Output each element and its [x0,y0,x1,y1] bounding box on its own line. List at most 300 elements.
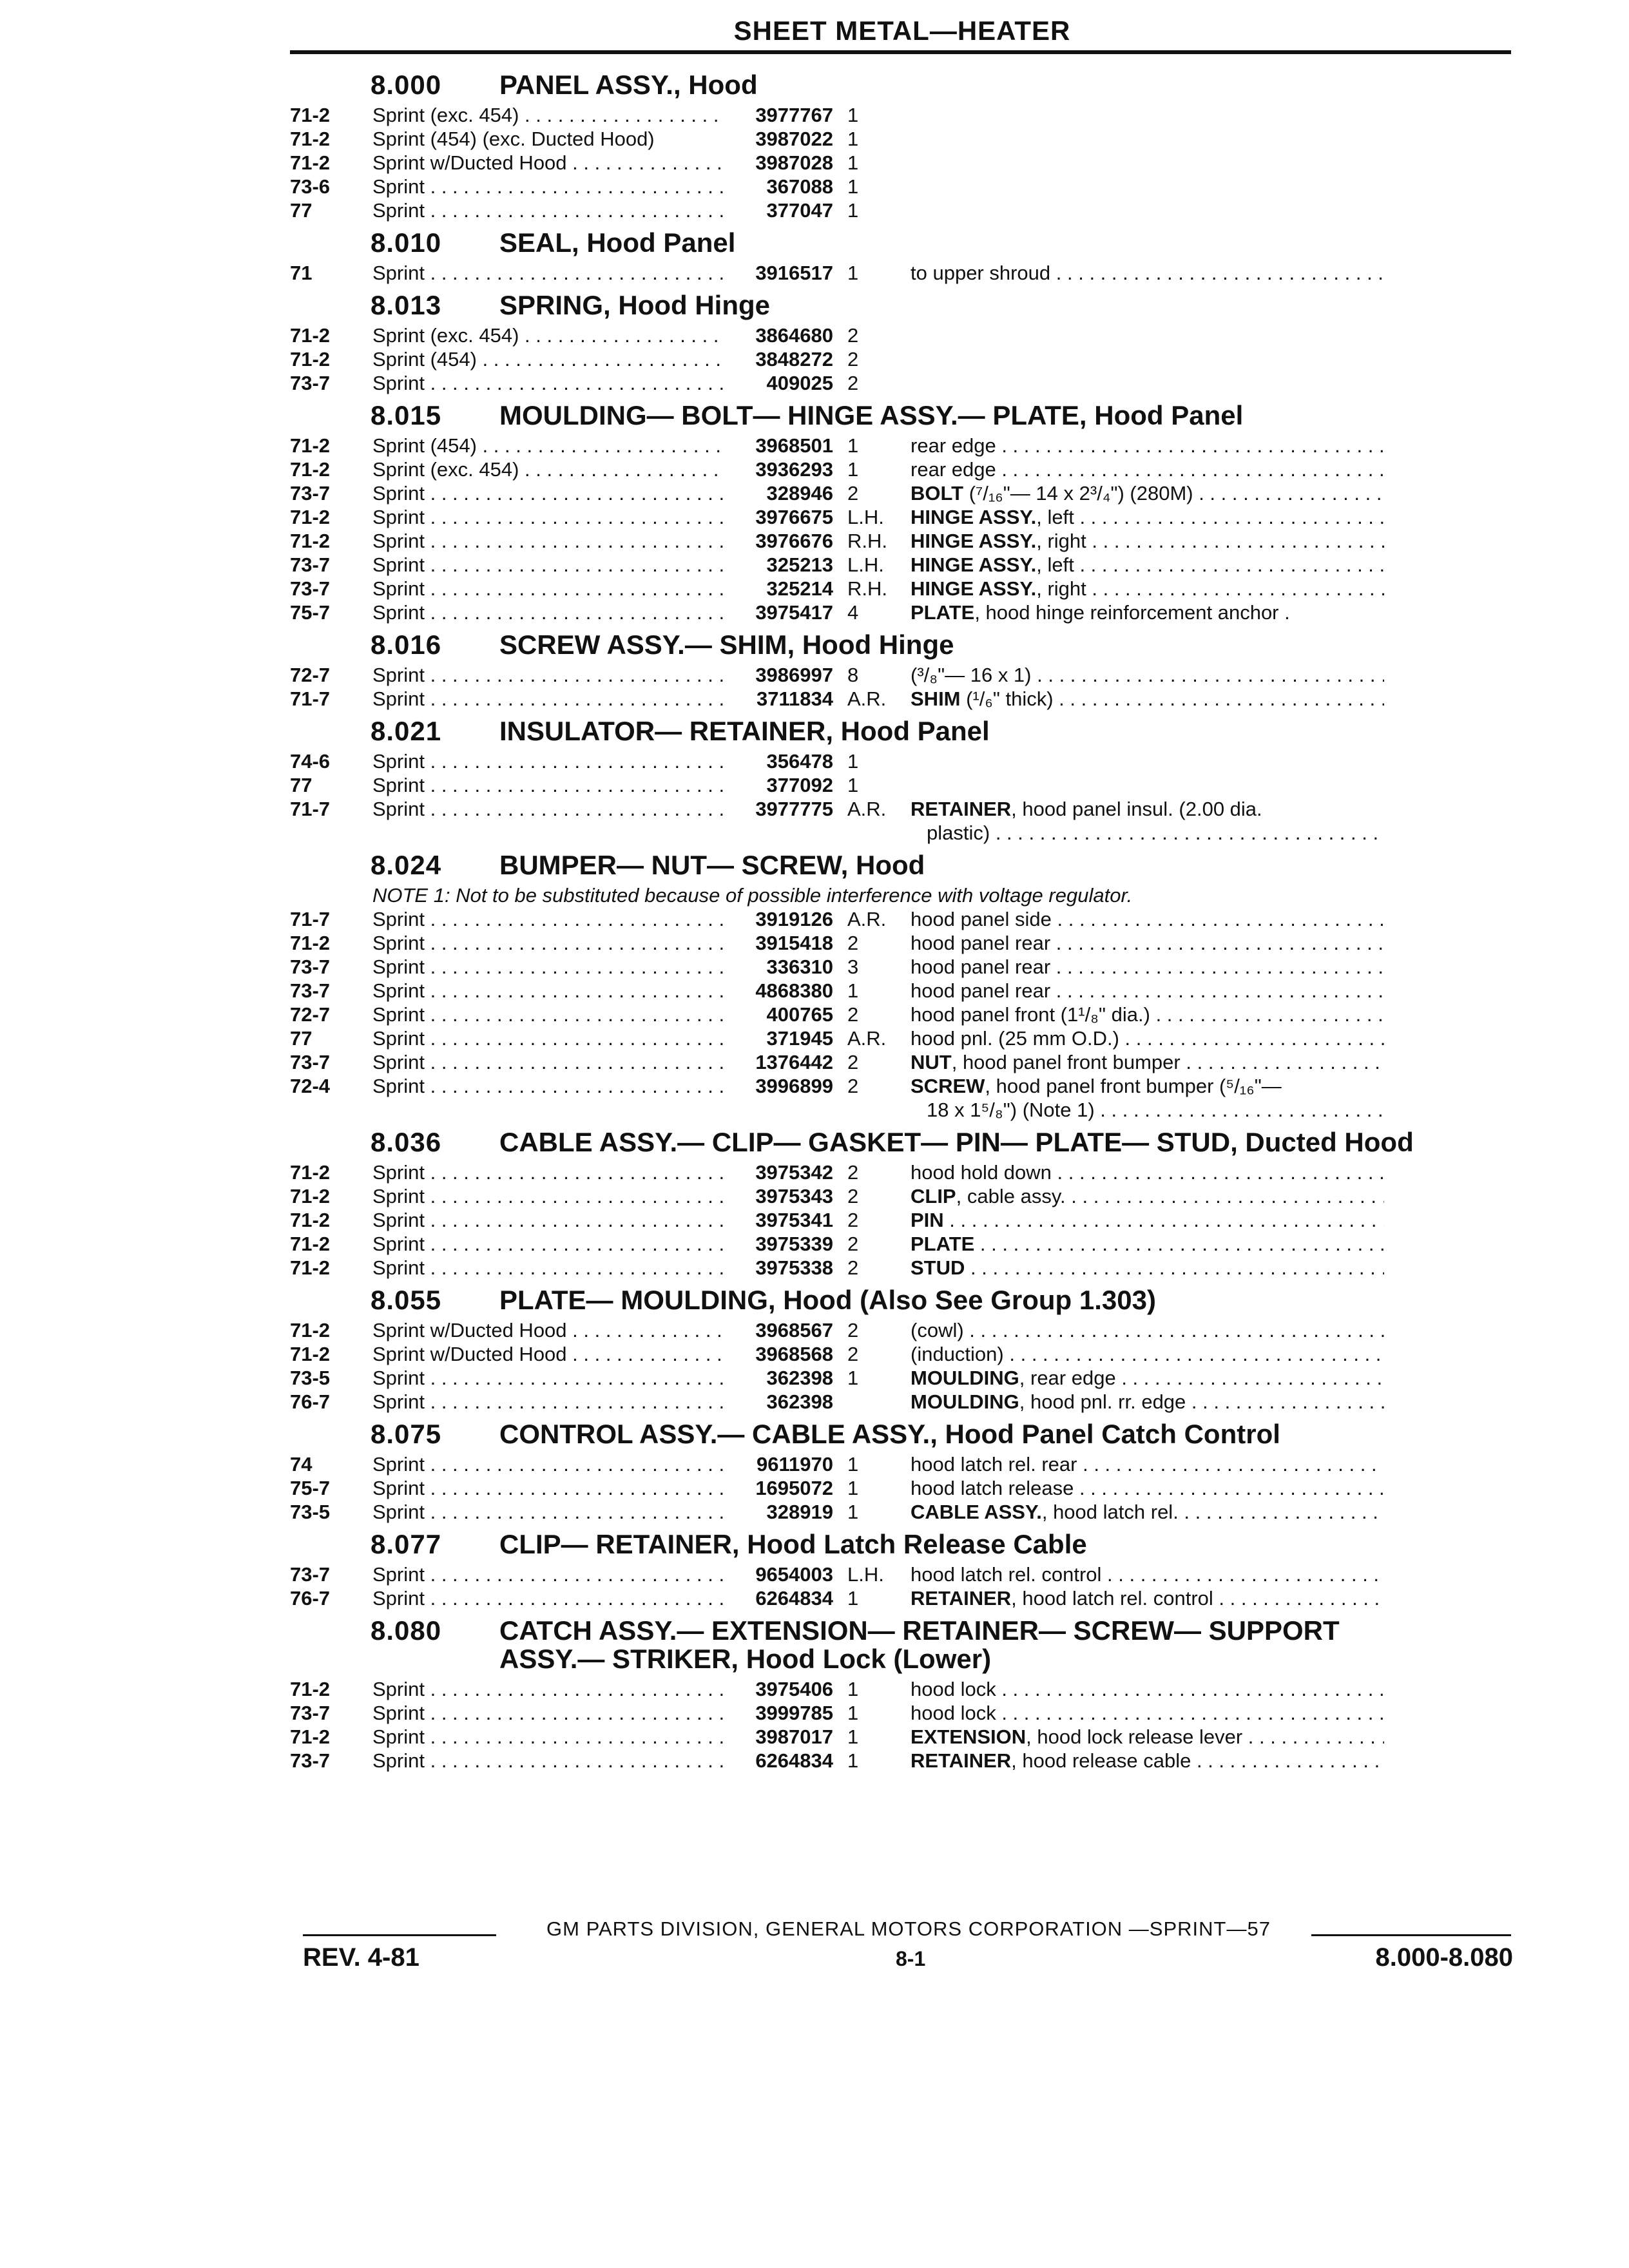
model-year: 77 [290,199,313,222]
part-number: 3999785 [755,1702,833,1724]
model-name: Sprint . . . [372,797,724,821]
description-line [911,1701,1384,1725]
description [911,1366,1384,1390]
part-number: 3987022 [755,128,833,150]
model-year: 71-7 [290,908,331,930]
description [911,1208,1384,1232]
table-row [290,553,1514,577]
section-8-000 [290,64,1514,222]
model-name: Sprint . . . [372,371,724,395]
table-row [290,1701,1514,1725]
model-year: 71-2 [290,1319,331,1341]
description [911,797,1384,845]
quantity: 1 [847,151,859,174]
model-year: 74 [290,1453,313,1475]
description [911,931,1384,955]
description-text: hood panel front (1¹/₈" dia.) [911,1003,1150,1026]
part-number: 328946 [766,482,833,505]
model-name: Sprint . . . [372,1026,724,1050]
description-text: , hood panel front bumper [951,1051,1181,1073]
footer-section-range: 8.000-8.080 [1375,1943,1513,1972]
quantity: R.H. [847,577,887,600]
quantity: 4 [847,601,859,624]
quantity: 1 [847,1587,859,1610]
quantity: 2 [847,1075,859,1097]
part-number: 3986997 [755,664,833,686]
model-name: Sprint . . . [372,577,724,601]
description-keyword: RETAINER [911,1587,1012,1610]
section-header [290,395,1514,434]
description-line [911,1184,1384,1208]
model-year: 73-6 [290,175,331,198]
description [911,529,1384,553]
section-header [290,711,1514,749]
model-year: 71-2 [290,932,331,954]
model-name: Sprint . . . [372,505,724,529]
section-number: 8.055 [371,1285,442,1315]
model-name: Sprint . . . [372,553,724,577]
quantity: A.R. [847,798,887,820]
description-line [911,1390,1384,1414]
part-number: 400765 [766,1003,833,1026]
description-line [911,1232,1384,1256]
table-row [290,1184,1514,1208]
footer-revision: REV. 4-81 [303,1943,419,1972]
model-year: 71-2 [290,434,331,457]
description-line [911,1256,1384,1280]
description-keyword: BOLT [911,482,964,505]
section-8-080 [290,1610,1514,1773]
model-year: 73-7 [290,553,331,576]
description-line [911,457,1384,481]
description [911,577,1384,601]
description [911,663,1384,687]
model-year: 75-7 [290,1477,331,1499]
footer-rule-right [1311,1934,1511,1936]
model-year: 71-2 [290,1161,331,1184]
model-name: Sprint . . . [372,1476,724,1500]
description-text: hood panel rear [911,979,1051,1002]
description-text: hood pnl. (25 mm O.D.) [911,1027,1119,1050]
model-year: 73-7 [290,1563,331,1586]
part-number: 3975406 [755,1678,833,1700]
quantity: 1 [847,1702,859,1724]
model-name: Sprint . . . [372,1184,724,1208]
section-header [290,1414,1514,1452]
model-name: Sprint w/Ducted Hood . . . [372,1318,724,1342]
footer-rule-left [303,1934,496,1936]
table-row [290,505,1514,529]
model-name: Sprint w/Ducted Hood . . . [372,151,724,175]
section-header [290,845,1514,883]
description-keyword: PIN [911,1209,944,1231]
description-keyword: SCREW [911,1075,985,1097]
description [911,1562,1384,1586]
section-8-016 [290,624,1514,711]
description [911,1160,1384,1184]
model-name: Sprint . . . [372,1366,724,1390]
description-text: , hood panel insul. (2.00 dia. [1011,798,1262,820]
quantity: 2 [847,1209,859,1231]
model-year: 71-2 [290,1185,331,1207]
description [911,687,1384,711]
description-keyword: PLATE [911,601,975,624]
table-row [290,907,1514,931]
description-line [911,663,1384,687]
table-row [290,103,1514,127]
description-keyword: PLATE [911,1233,975,1255]
section-header [290,1280,1514,1318]
section-title: PLATE— MOULDING, Hood (Also See Group 1.303) [499,1285,1156,1315]
part-number: 3936293 [755,458,833,481]
description-line [911,797,1384,821]
quantity: 2 [847,324,859,347]
footer-page-number: 8-1 [896,1947,926,1970]
model-name: Sprint . . . [372,687,724,711]
description-line [911,1003,1384,1026]
description [911,1026,1384,1050]
part-number: 3711834 [757,687,833,710]
model-name: Sprint . . . [372,175,724,198]
table-row [290,175,1514,198]
model-name: Sprint . . . [372,1701,724,1725]
part-number: 3975417 [755,601,833,624]
quantity: 3 [847,956,859,978]
part-number: 3975341 [755,1209,833,1231]
section-title: CATCH ASSY.— EXTENSION— RETAINER— SCREW— SUPPORT ASSY.— STRIKER, Hood Lock (Lower) [499,1615,1340,1674]
section-title: BUMPER— NUT— SCREW, Hood [499,850,925,880]
description-text: (⁷/₁₆"— 14 x 2³/₄") (280M) [963,482,1193,505]
quantity: 1 [847,262,859,284]
section-number: 8.015 [371,400,442,430]
quantity: L.H. [847,1563,884,1586]
table-row [290,1677,1514,1701]
description [911,481,1384,505]
description [911,979,1384,1003]
part-number: 3977767 [755,104,833,126]
part-number: 377047 [766,199,833,222]
model-name: Sprint . . . [372,1232,724,1256]
section-title: CONTROL ASSY.— CABLE ASSY., Hood Panel Catch Control [499,1419,1280,1449]
description-line [911,1342,1384,1366]
description-text: hood lock [911,1678,996,1700]
part-number: 328919 [766,1501,833,1523]
part-number: 3968501 [755,434,833,457]
description-line [911,907,1384,931]
section-8-021 [290,711,1514,845]
description [911,1677,1384,1701]
description-line [911,1050,1384,1074]
quantity: 2 [847,932,859,954]
part-number: 3976676 [755,530,833,552]
quantity: 2 [847,1256,859,1279]
part-number: 3968567 [755,1319,833,1341]
section-8-013 [290,285,1514,395]
description-line [911,931,1384,955]
description-keyword: HINGE ASSY. [911,577,1037,600]
section-title: CLIP— RETAINER, Hood Latch Release Cable [499,1529,1087,1559]
model-name: Sprint (exc. 454) . . . [372,323,724,347]
model-name: Sprint . . . [372,931,724,955]
section-header [290,1524,1514,1562]
part-number: 3968568 [755,1343,833,1365]
description-text: , left [1036,506,1074,528]
quantity: 1 [847,1477,859,1499]
part-number: 3848272 [755,348,833,370]
description [911,505,1384,529]
model-name: Sprint . . . [372,1208,724,1232]
section-number: 8.016 [371,629,442,660]
description-line [911,1160,1384,1184]
parts-listing [290,64,1514,1773]
description-text: , hood latch rel. [1041,1501,1179,1523]
description-text: (cowl) [911,1319,964,1341]
section-header [290,1610,1514,1677]
description [911,1256,1384,1280]
description-line [911,1208,1384,1232]
part-number: 377092 [766,774,833,796]
part-number: 3996899 [755,1075,833,1097]
quantity: L.H. [847,506,884,528]
table-row [290,1586,1514,1610]
description-line [911,687,1384,711]
title-rule [290,50,1511,54]
description-line [911,481,1384,505]
description-line [911,1026,1384,1050]
model-name: Sprint . . . [372,1074,724,1098]
part-number: 3916517 [755,262,833,284]
description [911,1184,1384,1208]
section-8-010 [290,222,1514,285]
model-name: Sprint . . . [372,907,724,931]
model-year: 73-7 [290,1702,331,1724]
table-row [290,797,1514,845]
model-name: Sprint . . . [372,1677,724,1701]
model-year: 75-7 [290,601,331,624]
description-text: , hood release cable [1011,1749,1191,1772]
quantity: 1 [847,1453,859,1475]
model-year: 71-2 [290,530,331,552]
model-name: Sprint . . . [372,663,724,687]
description [911,1586,1384,1610]
table-row [290,1725,1514,1749]
part-number: 3977775 [755,798,833,820]
description-text: hood latch rel. control [911,1563,1102,1586]
description-keyword: NUT [911,1051,952,1073]
description [911,1476,1384,1500]
description-keyword: HINGE ASSY. [911,530,1037,552]
quantity: 1 [847,104,859,126]
table-row [290,931,1514,955]
description-line [911,1366,1384,1390]
part-number: 9654003 [755,1563,833,1586]
table-row [290,198,1514,222]
model-year: 71-2 [290,324,331,347]
table-row [290,127,1514,151]
quantity: 2 [847,482,859,505]
model-year: 71-2 [290,506,331,528]
model-name: Sprint . . . [372,749,724,773]
model-year: 77 [290,774,313,796]
section-number: 8.077 [371,1529,442,1559]
part-number: 367088 [766,175,833,198]
section-header [290,222,1514,261]
part-number: 3975342 [755,1161,833,1184]
table-row [290,577,1514,601]
table-row [290,1452,1514,1476]
description-text: hood panel rear [911,932,1051,954]
section-8-077 [290,1524,1514,1610]
description-line [911,434,1384,457]
description-line [911,261,1384,285]
quantity: 2 [847,1161,859,1184]
description-keyword: SHIM [911,687,961,710]
quantity: 2 [847,372,859,394]
model-year: 71-2 [290,1678,331,1700]
part-number: 3975339 [755,1233,833,1255]
table-row [290,1562,1514,1586]
quantity: 1 [847,750,859,773]
section-title: CABLE ASSY.— CLIP— GASKET— PIN— PLATE— STUD, Ducted Hood [499,1127,1414,1157]
model-name: Sprint . . . [372,601,724,624]
table-row [290,773,1514,797]
description-keyword: STUD [911,1256,965,1279]
part-number: 3864680 [755,324,833,347]
part-number: 3915418 [755,932,833,954]
part-number: 4868380 [755,979,833,1002]
description-line [911,1318,1384,1342]
description-text: , hood pnl. rr. edge [1019,1390,1186,1413]
description-text: , hood hinge reinforcement anchor . [974,601,1290,624]
table-row [290,1256,1514,1280]
description-line [911,601,1384,624]
description-line [911,955,1384,979]
quantity: 1 [847,175,859,198]
description-text: hood latch rel. rear [911,1453,1077,1475]
table-row [290,529,1514,553]
quantity: 1 [847,1501,859,1523]
description [911,1749,1384,1773]
table-row [290,955,1514,979]
description-line [911,1725,1384,1749]
section-header [290,1122,1514,1160]
model-name: Sprint . . . [372,1725,724,1749]
footer-corporation: GM PARTS DIVISION, GENERAL MOTORS CORPORATION —SPRINT—57 [546,1917,1271,1940]
description [911,1342,1384,1366]
model-year: 73-7 [290,956,331,978]
model-year: 71-2 [290,1725,331,1748]
model-year: 71-7 [290,798,331,820]
model-name: Sprint . . . [372,1050,724,1074]
model-name: Sprint (454) . . . [372,434,724,457]
table-row [290,1232,1514,1256]
description-line [911,1749,1384,1773]
quantity: 2 [847,1233,859,1255]
part-number: 409025 [766,372,833,394]
model-year: 73-7 [290,1749,331,1772]
description-line [911,553,1384,577]
description [911,1318,1384,1342]
description-line [911,1074,1384,1098]
description [911,907,1384,931]
description-keyword: HINGE ASSY. [911,506,1037,528]
part-number: 3976675 [755,506,833,528]
quantity: 1 [847,1678,859,1700]
model-year: 73-5 [290,1367,331,1389]
table-row [290,1476,1514,1500]
table-row [290,261,1514,285]
model-name: Sprint . . . [372,1749,724,1773]
section-8-055 [290,1280,1514,1414]
model-name: Sprint w/Ducted Hood . . . [372,1342,724,1366]
model-name: Sprint . . . [372,1452,724,1476]
description-text: hood hold down [911,1161,1052,1184]
model-name: Sprint (exc. 454) . . . [372,103,724,127]
quantity: A.R. [847,687,887,710]
description [911,553,1384,577]
table-row [290,434,1514,457]
quantity: L.H. [847,553,884,576]
part-number: 362398 [766,1367,833,1389]
table-row [290,687,1514,711]
description-line [911,1500,1384,1524]
section-number: 8.000 [371,70,442,100]
model-year: 71-2 [290,1233,331,1255]
model-name: Sprint . . . [372,198,724,222]
description-text: , rear edge [1019,1367,1116,1389]
section-title: SEAL, Hood Panel [499,227,736,258]
model-name: Sprint . . . [372,1256,724,1280]
section-number: 8.080 [371,1615,442,1646]
model-year: 72-7 [290,664,331,686]
quantity: 1 [847,458,859,481]
model-name: Sprint . . . [372,773,724,797]
description [911,1725,1384,1749]
model-year: 74-6 [290,750,331,773]
model-year: 73-7 [290,979,331,1002]
description-keyword: MOULDING [911,1367,1019,1389]
table-row [290,1050,1514,1074]
description-line [911,1677,1384,1701]
table-row [290,1749,1514,1773]
description-keyword: RETAINER [911,1749,1012,1772]
description-text: rear edge [911,458,996,481]
part-number: 1376442 [755,1051,833,1073]
part-number: 325214 [766,577,833,600]
description-keyword: HINGE ASSY. [911,553,1037,576]
description-text: rear edge [911,434,996,457]
section-number: 8.024 [371,850,442,880]
model-name: Sprint . . . [372,1003,724,1026]
model-year: 73-5 [290,1501,331,1523]
quantity: 1 [847,979,859,1002]
table-row [290,1208,1514,1232]
model-year: 71-2 [290,1343,331,1365]
part-number: 325213 [766,553,833,576]
model-year: 72-4 [290,1075,331,1097]
description [911,955,1384,979]
table-row [290,1500,1514,1524]
description [911,1390,1384,1414]
quantity: A.R. [847,908,887,930]
model-name: Sprint . . . [372,529,724,553]
model-name: Sprint . . . [372,1160,724,1184]
model-name: Sprint . . . [372,1562,724,1586]
model-year: 71-2 [290,1209,331,1231]
table-row [290,1318,1514,1342]
description-text: hood panel rear [911,956,1051,978]
section-title: SCREW ASSY.— SHIM, Hood Hinge [499,629,954,660]
